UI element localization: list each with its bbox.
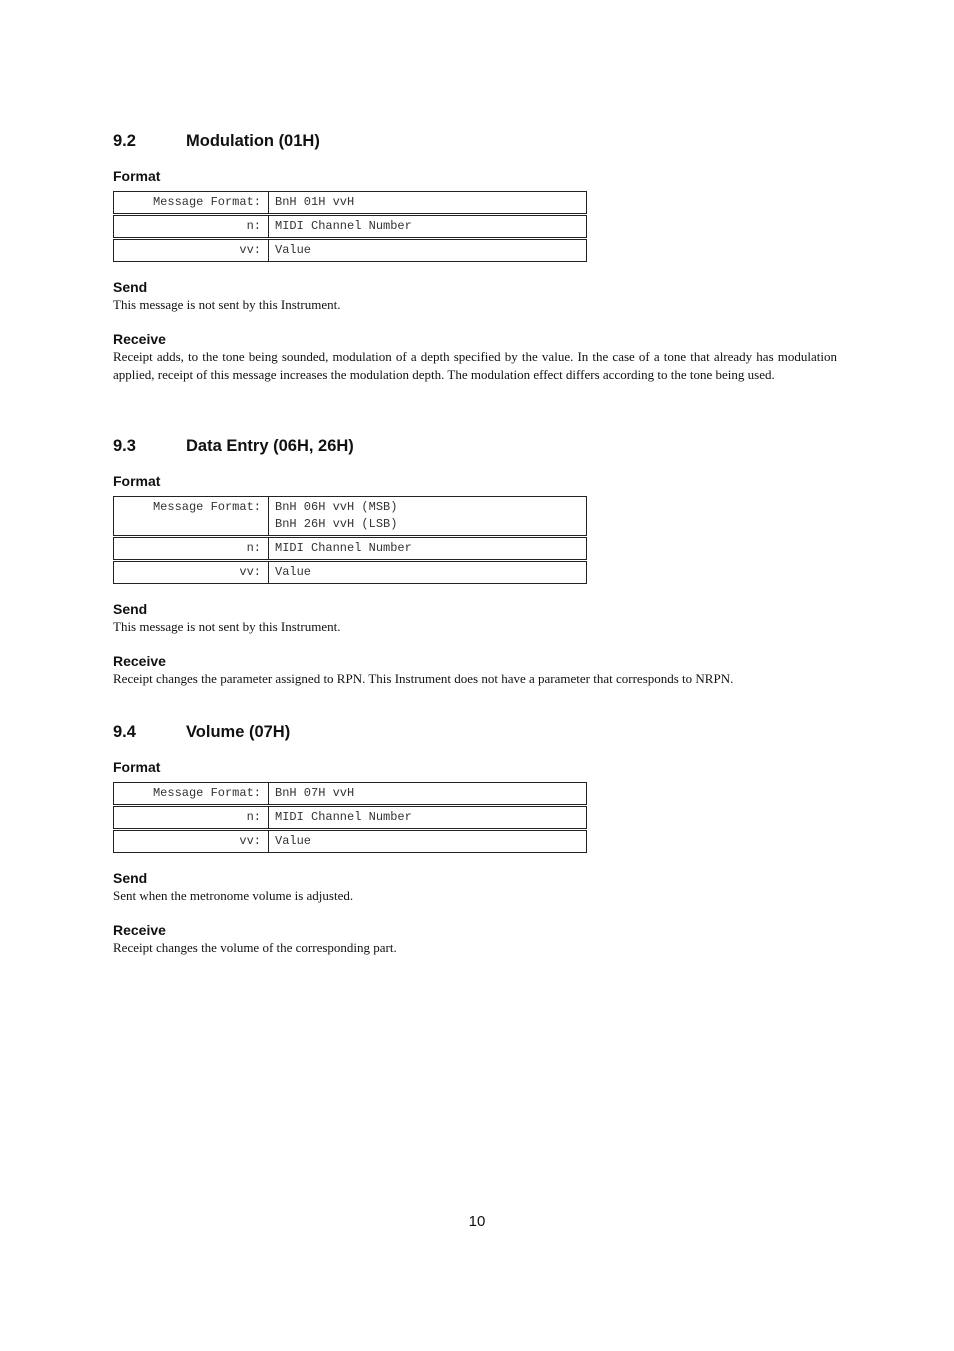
row-value xyxy=(269,215,587,239)
row-value xyxy=(269,497,587,537)
section-modulation xyxy=(113,130,837,384)
receive-label: Receive xyxy=(113,653,166,669)
row-value-line: MIDI Channel Number xyxy=(275,541,412,555)
row-key: n: xyxy=(114,215,269,239)
row-value xyxy=(269,783,587,806)
receive-text: Receipt changes the parameter assigned to RPN. This Instrument does not have a parameter that corresponds to NRPN. xyxy=(113,671,734,686)
row-key: vv: xyxy=(114,561,269,584)
table-row xyxy=(114,806,587,830)
row-value xyxy=(269,561,587,584)
row-value-line: BnH 07H vvH xyxy=(275,786,355,800)
row-value xyxy=(269,830,587,853)
table-row xyxy=(114,561,587,584)
section-volume xyxy=(113,721,837,957)
row-value-line: Value xyxy=(275,243,312,257)
receive-text: Receipt changes the volume of the corresponding part. xyxy=(113,940,397,955)
section-number: 9.2 xyxy=(113,132,136,150)
table-row xyxy=(114,830,587,853)
table-row xyxy=(114,215,587,239)
row-value-line: MIDI Channel Number xyxy=(275,219,412,233)
table-row xyxy=(114,497,587,537)
section-heading xyxy=(113,130,837,152)
row-value-line: BnH 26H vvH (LSB) xyxy=(275,517,398,531)
format-label: Format xyxy=(113,759,161,775)
row-value xyxy=(269,239,587,262)
row-key: n: xyxy=(114,537,269,561)
format-label: Format xyxy=(113,168,161,184)
section-title: Modulation (01H) xyxy=(186,132,320,150)
receive-label: Receive xyxy=(113,922,166,938)
section-title: Data Entry (06H, 26H) xyxy=(186,437,354,455)
row-key: vv: xyxy=(114,830,269,853)
send-label: Send xyxy=(113,601,148,617)
format-table xyxy=(113,496,587,584)
row-key: n: xyxy=(114,806,269,830)
row-value-line: Value xyxy=(275,834,312,848)
format-table xyxy=(113,191,587,262)
section-number: 9.4 xyxy=(113,723,136,741)
receive-label: Receive xyxy=(113,331,166,347)
row-key: vv: xyxy=(114,239,269,262)
row-value-line: MIDI Channel Number xyxy=(275,810,412,824)
row-key: Message Format: xyxy=(114,497,269,537)
section-heading xyxy=(113,435,837,457)
receive-text: Receipt adds, to the tone being sounded, modulation of a depth specified by the value. In the case of a tone that already has modulation applied, receipt of this message increases the modulation depth. The modulation effect differs according to the tone being used. xyxy=(113,349,837,382)
section-data-entry xyxy=(113,435,837,688)
section-title: Volume (07H) xyxy=(186,723,291,741)
row-value xyxy=(269,192,587,215)
page-number: 10 xyxy=(468,1213,486,1230)
row-value-line: BnH 01H vvH xyxy=(275,195,355,209)
row-value xyxy=(269,806,587,830)
send-text: This message is not sent by this Instrument. xyxy=(113,297,341,312)
section-heading xyxy=(113,721,837,743)
send-text: Sent when the metronome volume is adjusted. xyxy=(113,888,354,903)
section-number: 9.3 xyxy=(113,437,136,455)
format-table xyxy=(113,782,587,853)
table-row xyxy=(114,783,587,806)
table-row xyxy=(114,239,587,262)
row-key: Message Format: xyxy=(114,192,269,215)
table-row xyxy=(114,537,587,561)
table-row xyxy=(114,192,587,215)
send-label: Send xyxy=(113,279,148,295)
row-key: Message Format: xyxy=(114,783,269,806)
format-label: Format xyxy=(113,473,161,489)
send-label: Send xyxy=(113,870,148,886)
row-value xyxy=(269,537,587,561)
row-value-line: Value xyxy=(275,565,312,579)
row-value-line: BnH 06H vvH (MSB) xyxy=(275,500,398,514)
send-text: This message is not sent by this Instrument. xyxy=(113,619,341,634)
